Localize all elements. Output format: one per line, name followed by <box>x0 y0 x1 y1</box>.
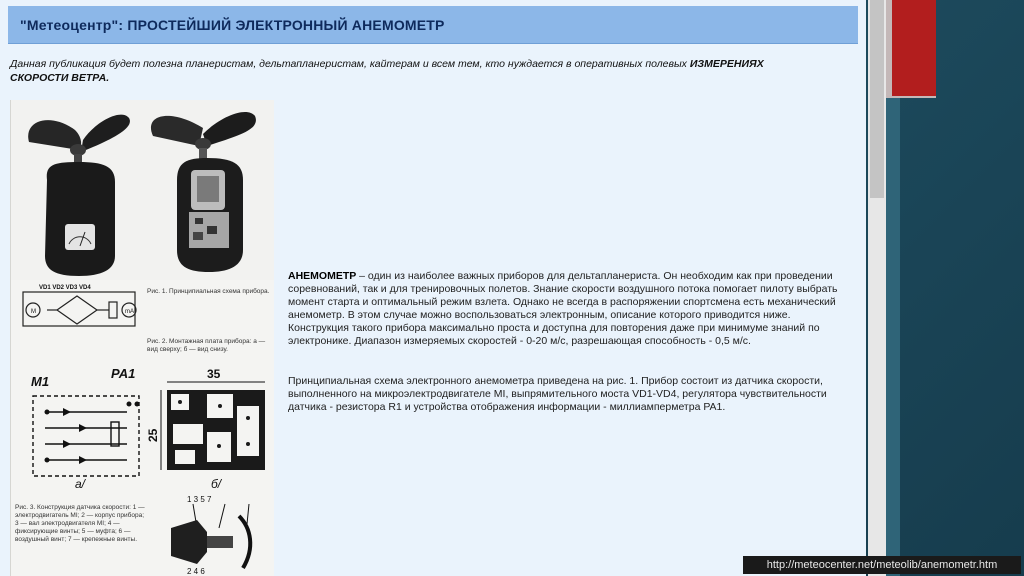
fig3-caption: Рис. 3. Конструкция датчика скорости: 1 — электродвигатель МI; 2 — корпус прибора; 3 — вал электродвигателя МI; 4 — фиксирующие винты; 5 — муфта; 6 — воздушный винт; 7 — крепежные винты. <box>15 504 145 543</box>
scanned-figures-column <box>10 100 273 576</box>
diode-labels: VD1 VD2 VD3 VD4 <box>39 285 91 291</box>
svg-text:M: M <box>31 309 36 315</box>
article-text-2: Принципиальная схема электронного анемометра приведена на рис. 1. Прибор состоит из датчика скорости, выполненного на микроэлектродвигателе МI, выпрямительного моста VD1-VD4, регулятора чувствительности датчика - резистора R1 и устройства отображения информации - миллиамперметра PA1. <box>288 375 827 413</box>
label-a: а/ <box>75 477 86 491</box>
part-numbers-bottom: 2 4 6 <box>187 567 205 576</box>
fig2-caption: Рис. 2. Монтажная плата прибора: а — вид сверху; б — вид снизу. <box>147 338 266 353</box>
intro-emphasis: ИЗМЕРЕНИЯХ СКОРОСТИ ВЕТРА <box>10 58 764 84</box>
article-text-1: – один из наиболее важных приборов для дельтапланериста. Он необходим как при проведении соревнований, так и для тренировочных полетов. Знание скорости воздушного потока помогает пилоту выбрать момент старта и оптимальный режим взлета. Однако не всегда в распоряжении спортсмена есть механический анемометр. В этом случае можно воспользоваться электронным, описание которого приводится ниже. Конструкция такого прибора максимально проста и доступна для повторения даже при минимуме знаний по электронике. Диапазон измеряемых скоростей - 0-20 м/с, разрешающая способность - 0,5 м/с. <box>288 270 838 347</box>
red-accent-bar <box>892 0 936 96</box>
dim-25: 25 <box>146 428 160 442</box>
fig2-caption-strip <box>11 336 274 366</box>
dim-35: 35 <box>207 367 221 381</box>
teal-accent-strip <box>886 98 900 576</box>
sensor-construction-figure <box>11 492 274 576</box>
part-numbers-top: 1 3 5 7 <box>187 495 212 504</box>
intro-text: Данная публикация будет полезна планеристам, дельтапланеристам, кайтерам и всем тем, кто нуждается в оперативных полевых <box>10 58 690 70</box>
schematic-figure <box>11 280 274 336</box>
intro-end: . <box>106 72 110 84</box>
source-url[interactable]: http://meteocenter.net/meteolib/anemometr.htm <box>743 556 1021 574</box>
page-title: "Метеоцентр": ПРОСТЕЙШИЙ ЭЛЕКТРОННЫЙ АНЕМОМЕТР <box>20 17 445 33</box>
intro-paragraph <box>10 57 810 85</box>
label-pa1: PA1 <box>111 366 136 381</box>
svg-text:mA: mA <box>125 309 134 315</box>
article-paragraph-2 <box>288 375 848 414</box>
article-term: АНЕМОМЕТР <box>288 270 357 282</box>
circuit-board-figure <box>11 366 274 492</box>
anemometer-photos <box>11 100 274 280</box>
scrollbar-thumb[interactable] <box>870 0 884 198</box>
label-m1: M1 <box>31 374 50 389</box>
page-header-bar <box>8 6 858 44</box>
article-paragraph-1 <box>288 270 848 348</box>
fig1-caption: Рис. 1. Принципиальная схема прибора. <box>147 288 270 295</box>
label-b: б/ <box>211 477 222 491</box>
